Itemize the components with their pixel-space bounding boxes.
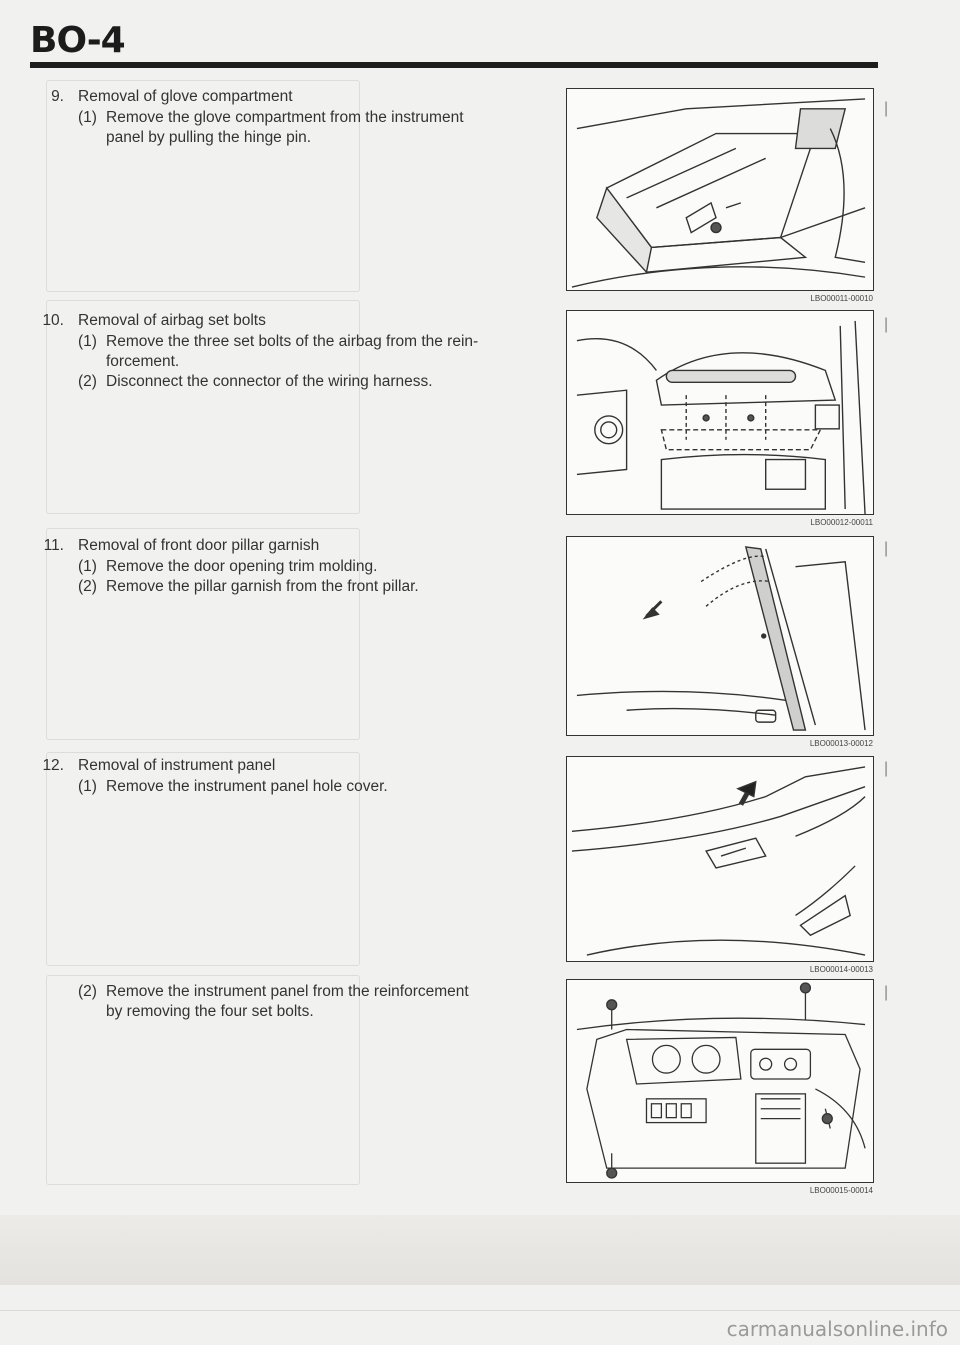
sub-step [78,108,464,148]
margin-mark: | [884,540,889,557]
footer-line [0,1310,960,1311]
step-title: Removal of glove compartment [78,88,293,105]
sub-step [78,372,433,392]
sub-step-continuation: panel by pulling the hinge pin. [106,129,312,146]
figure-code: LBO00015-00014 [809,1186,873,1195]
sub-step [78,982,469,1022]
airbag-set-bolts-illustration [567,311,873,514]
sub-step-number: (1) [78,333,97,350]
sub-step [78,577,419,597]
glove-compartment-hinge-illustration [567,89,873,290]
margin-mark: | [884,760,889,777]
step-title: Removal of instrument panel [78,757,276,774]
pillar-garnish-illustration [567,537,873,735]
header-rule [30,62,878,68]
figure-code: LBO00012-00011 [810,518,873,527]
margin-mark: | [884,984,889,1001]
sub-step-continuation: forcement. [106,353,180,370]
sub-step-continuation: by removing the four set bolts. [106,1003,314,1020]
margin-mark: | [884,316,889,333]
sub-step-number: (1) [78,778,97,795]
sub-step [78,332,478,372]
figure-pillar-garnish [566,536,874,748]
sub-step [78,777,388,797]
step-number: 9. [51,88,64,105]
sub-step-text: Remove the glove compartment from the instrument [106,109,464,126]
figure-airbag-bolts [566,310,874,527]
sub-step-text: Remove the instrument panel hole cover. [106,778,388,795]
sub-step-text: Remove the door opening trim molding. [106,558,378,575]
figure-code: LBO00013-00012 [809,739,873,748]
margin-mark: | [884,100,889,117]
instrument-panel-bolts-illustration [567,980,873,1182]
watermark: carmanualsonline.info [726,1317,948,1341]
step-number: 11. [43,537,64,554]
sub-step [78,557,377,577]
step-number: 10. [42,312,64,329]
figure-panel-hole-cover [566,756,874,974]
footer-band [0,1215,960,1285]
sub-step-text: Disconnect the connector of the wiring harness. [106,373,433,390]
panel-hole-cover-illustration [567,757,873,961]
step-number: 12. [42,757,64,774]
sub-step-number: (2) [78,373,97,390]
sub-step-text: Remove the three set bolts of the airbag from the rein- [106,333,479,350]
step-title: Removal of airbag set bolts [78,312,266,329]
step-title: Removal of front door pillar garnish [78,537,320,554]
sub-step-text: Remove the pillar garnish from the front pillar. [106,578,419,595]
sub-step-text: Remove the instrument panel from the reinforcement [106,983,469,1000]
sub-step-number: (1) [78,558,97,575]
figure-code: LBO00011-00010 [810,294,873,303]
figure-instrument-panel [566,979,874,1195]
sub-step-number: (2) [78,578,97,595]
sub-step-number: (1) [78,109,97,126]
sub-step-number: (2) [78,983,97,1000]
page-section-code: BO-4 [30,20,125,61]
figure-glove-compartment [566,88,874,303]
figure-code: LBO00014-00013 [809,965,873,974]
